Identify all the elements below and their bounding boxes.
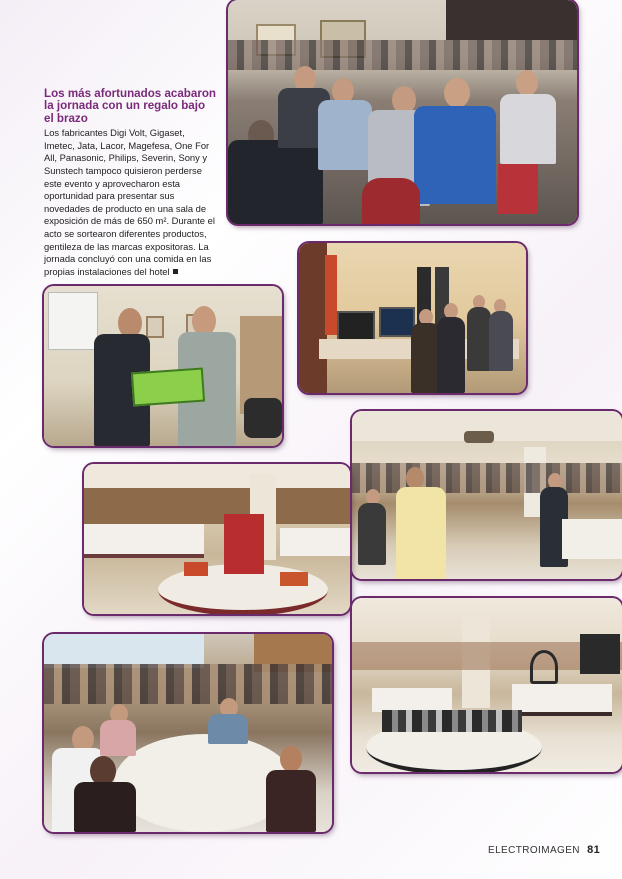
photo-audience [228,0,577,224]
photo-ballroom-exhibition [84,464,350,614]
magazine-name: ELECTROIMAGEN [488,845,580,856]
photo-exhibition-appliances [352,598,622,772]
article-body [44,127,216,278]
photo-lunch-banquet [44,634,332,832]
article-headline: Los más afortunados acabaron la jornada con un regalo bajo el brazo [44,87,217,125]
article-body-text: Los fabricantes Digi Volt, Gigaset, Imetec, Jata, Lacor, Magefesa, One For All, Panasonic, Philips, Severin, Sony y Sunstech tampoco quisieron perderse este evento y aprovecharon esta oportunidad para presentar sus novedades de producto en una sala de exposición de más de 650 m². Durante el acto se sortearon diferentes productos, gentileza de las marcas expositoras. La jornada concluyó con una comida en las propias instalaciones del hotel [44,127,215,277]
page-number: 81 [587,844,601,856]
page-footer [488,844,600,856]
photo-exhibition-stands [299,243,526,393]
photo-ballroom-crowd [352,411,622,579]
photo-prize-handover [44,286,282,446]
article [44,88,216,278]
end-of-article-mark [173,269,178,274]
